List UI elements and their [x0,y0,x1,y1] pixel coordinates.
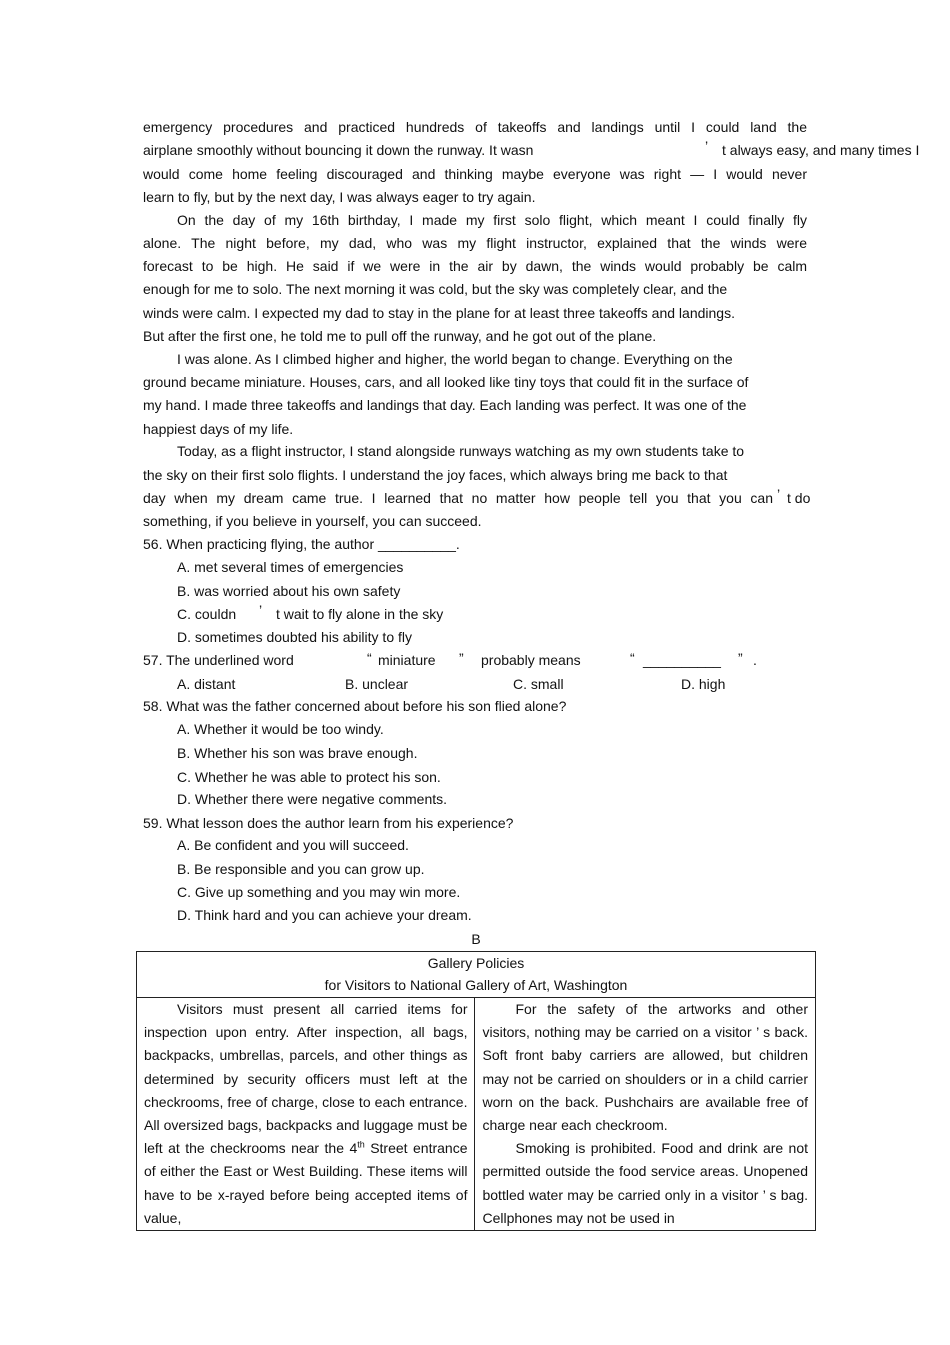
passage-line: t do [787,490,811,506]
passage-line: But after the first one, he told me to pull off the runway, and he got out of the plane. [143,328,657,344]
passage-line: emergency procedures and practiced hundreds of takeoffs and landings until I could land the [143,119,807,135]
passage-line: alone. The night before, my dad, who was my flight instructor, explained that the winds were [143,235,807,251]
passage-line: t always easy, and many times I [722,142,920,158]
question-57-stem: 57. The underlined word [143,652,294,668]
option: C. couldn [177,606,237,622]
question-57-stem: probably means [481,652,581,668]
option: C. small [513,676,564,692]
table-title: Gallery Policies [427,955,525,971]
passage-line: airplane smoothly without bouncing it down the runway. It wasn [143,142,534,158]
passage-line: would come home feeling discouraged and thinking maybe everyone was right — I would never [143,166,807,182]
underlined-word: miniature [378,652,436,668]
option: A. Whether it would be too windy. [177,721,384,737]
section-label: B [471,931,481,947]
right-policy-text: Smoking is prohibited. Food and drink are not permitted outside the food service areas. Unopened bottled water may be carried only in a visitor ’ s bag. Cellphones may not be used in [482,1140,809,1226]
period: . [753,652,757,668]
apostrophe: ’ [259,602,263,618]
option: t wait to fly alone in the sky [276,606,444,622]
question-56-stem: 56. When practicing flying, the author __________. [143,536,460,552]
option: A. met several times of emergencies [177,559,404,575]
passage-line: Today, as a flight instructor, I stand alongside runways watching as my own students take to [177,443,745,459]
option: D. sometimes doubted his ability to fly [177,629,412,645]
option: D. Think hard and you can achieve your dream. [177,907,472,923]
option: B. was worried about his own safety [177,583,401,599]
right-policy-text: For the safety of the artworks and other visitors, nothing may be carried on a visitor ’ s back. Soft front baby carriers are allowed, but children may not be carried on shoulders or in a child carrier worn on the back. Pushchairs are available free of charge near each checkroom. [482,1001,809,1134]
apostrophe: ’ [777,486,781,502]
quote-mark: “ [367,650,372,666]
passage-line: happiest days of my life. [143,421,294,437]
left-policy-text: Visitors must present all carried items for inspection upon entry. After inspection, all bags, backpacks, umbrellas, parcels, and other things as determined by security officers must left at the checkrooms, free of charge, close to each entrance. All oversized bags, backpacks and luggage must be left at the checkrooms near the 4th Street entrance of either the East or West Building. These items will have to be x-rayed before being accepted items of value, [144,1001,468,1226]
passage-line: On the day of my 16th birthday, I made my first solo flight, which meant I could finally fly [177,212,807,228]
right-column [475,998,816,1231]
question-59-stem: 59. What lesson does the author learn from his experience? [143,815,514,831]
passage-line: the sky on their first solo flights. I understand the joy faces, which always bring me back to that [143,467,728,483]
table-header [137,952,816,998]
option: D. high [681,676,726,692]
passage-line: winds were calm. I expected my dad to stay in the plane for at least three takeoffs and landings. [143,305,735,321]
passage-line: something, if you believe in yourself, you can succeed. [143,513,482,529]
option: D. Whether there were negative comments. [177,791,448,807]
quote-mark: ” [459,650,464,666]
passage-line: I was alone. As I climbed higher and higher, the world began to change. Everything on the [177,351,733,367]
passage-line: my hand. I made three takeoffs and landings that day. Each landing was perfect. It was one of the [143,397,747,413]
option: C. Give up something and you may win more. [177,884,461,900]
answer-blank: __________ [643,652,721,668]
option: A. Be confident and you will succeed. [177,837,409,853]
apostrophe: ’ [705,138,709,154]
left-column [137,998,475,1231]
passage-line: ground became miniature. Houses, cars, and all looked like tiny toys that could fit in the surface of [143,374,749,390]
quote-mark: “ [630,650,635,666]
option: B. Whether his son was brave enough. [177,745,418,761]
passage-line: enough for me to solo. The next morning it was cold, but the sky was completely clear, and the [143,281,728,297]
option: B. unclear [345,676,409,692]
table-subtitle: for Visitors to National Gallery of Art, Washington [324,977,628,993]
passage-line: day when my dream came true. I learned that no matter how people tell you that you can [143,490,773,506]
gallery-policies-table [136,951,816,1231]
quote-mark: ” [738,650,743,666]
question-58-stem: 58. What was the father concerned about before his son flied alone? [143,698,567,714]
option: C. Whether he was able to protect his son. [177,769,441,785]
passage-line: learn to fly, but by the next day, I was always eager to try again. [143,189,536,205]
option: B. Be responsible and you can grow up. [177,861,425,877]
option: A. distant [177,676,236,692]
passage-line: forecast to be high. He said if we were in the air by dawn, the winds would probably be calm [143,258,807,274]
